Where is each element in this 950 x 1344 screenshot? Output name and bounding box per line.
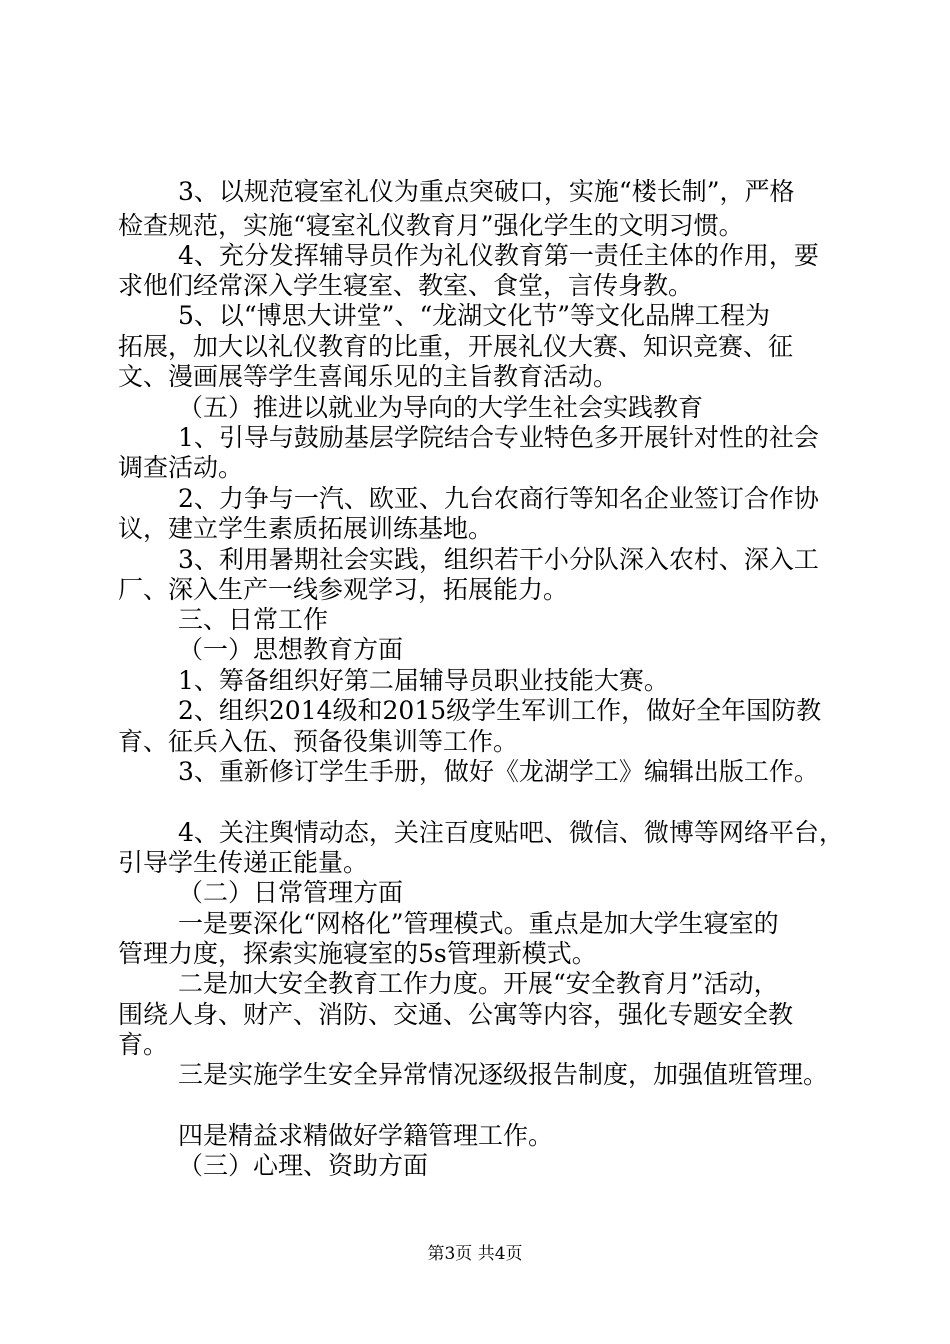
page-number-footer: 第3页 共4页	[427, 1244, 523, 1264]
text-line: 围绕人身、财产、消防、交通、公寓等内容，强化专题安全教	[118, 1000, 794, 1029]
text-line: 3、重新修订学生手册，做好《龙湖学工》编辑出版工作。	[178, 757, 819, 786]
text-line: 4、关注舆情动态，关注百度贴吧、微信、微博等网络平台，	[178, 818, 844, 847]
section-heading: （一）思想教育方面	[178, 635, 404, 664]
text-line: 5、以“博思大讲堂”、“龙湖文化节”等文化品牌工程为	[178, 301, 771, 330]
text-line: 3、以规范寝室礼仪为重点突破口，实施“楼长制”，严格	[178, 177, 795, 206]
section-heading: （二）日常管理方面	[178, 878, 404, 907]
text-line: 调查活动。	[118, 453, 244, 482]
section-heading: 三、日常工作	[178, 605, 329, 634]
text-line: 四是精益求精做好学籍管理工作。	[178, 1121, 554, 1150]
text-line: 文、漫画展等学生喜闻乐见的主旨教育活动。	[118, 362, 619, 391]
text-line: 二是加大安全教育工作力度。开展“安全教育月”活动，	[178, 969, 779, 998]
text-line: 育。	[118, 1030, 169, 1059]
text-line: 厂、深入生产一线参观学习，拓展能力。	[118, 575, 569, 604]
text-line: 拓展，加大以礼仪教育的比重，开展礼仪大赛、知识竞赛、征	[118, 332, 794, 361]
text-line: 检查规范，实施“寝室礼仪教育月”强化学生的文明习惯。	[118, 211, 744, 240]
text-line: 3、利用暑期社会实践，组织若干小分队深入农村、深入工	[178, 545, 819, 574]
text-line: 1、引导与鼓励基层学院结合专业特色多开展针对性的社会	[178, 423, 819, 452]
text-line: 引导学生传递正能量。	[118, 848, 369, 877]
text-line: 1、筹备组织好第二届辅导员职业技能大赛。	[178, 666, 669, 695]
text-line: 求他们经常深入学生寝室、教室、食堂，言传身教。	[118, 271, 694, 300]
text-line: 2、力争与一汽、欧亚、九台农商行等知名企业签订合作协	[178, 484, 819, 513]
text-line: 一是要深化“网格化”管理模式。重点是加大学生寝室的	[178, 909, 779, 938]
text-line: 议，建立学生素质拓展训练基地。	[118, 514, 494, 543]
text-line: 育、征兵入伍、预备役集训等工作。	[118, 727, 519, 756]
text-line: 三是实施学生安全异常情况逐级报告制度，加强值班管理。	[178, 1060, 829, 1089]
section-heading: （五）推进以就业为导向的大学生社会实践教育	[178, 393, 704, 422]
text-line: 2、组织2014级和2015级学生军训工作，做好全年国防教	[178, 696, 822, 725]
text-line: 管理力度，探索实施寝室的5s管理新模式。	[118, 939, 597, 968]
text-line: 4、充分发挥辅导员作为礼仪教育第一责任主体的作用，要	[178, 241, 819, 270]
section-heading: （三）心理、资助方面	[178, 1151, 429, 1180]
